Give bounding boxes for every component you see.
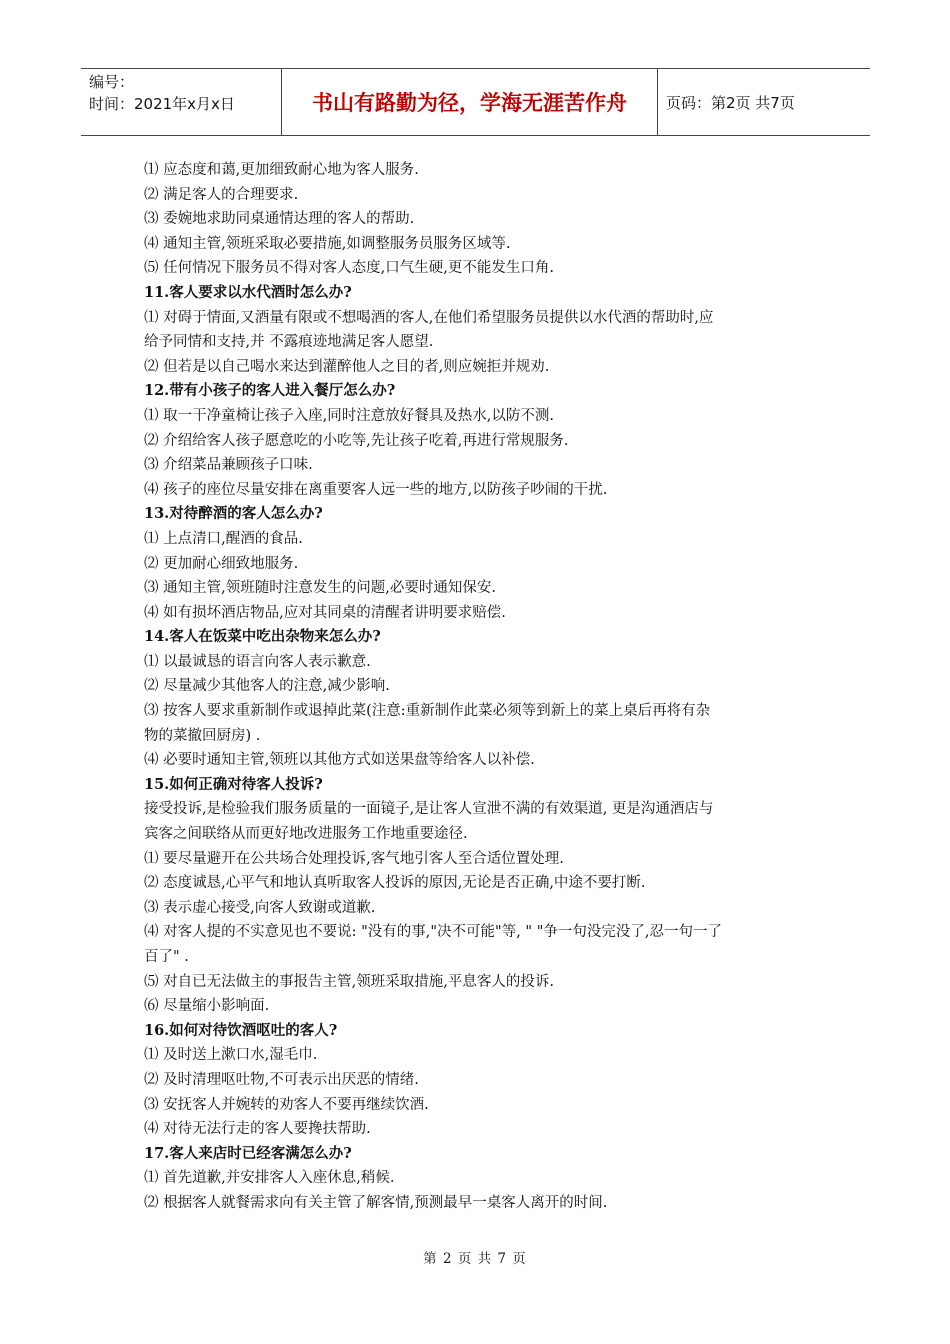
- paragraph-line: ⑷ 必要时通知主管,领班以其他方式如送果盘等给客人以补偿.: [144, 752, 535, 769]
- paragraph-line: ⑴ 及时送上漱口水,湿毛巾.: [144, 1047, 318, 1064]
- paragraph-line: ⑵ 根据客人就餐需求向有关主管了解客情,预测最早一桌客人离开的时间.: [144, 1194, 608, 1211]
- paragraph-line: ⑶ 表示虚心接受,向客人致谢或道歉.: [144, 899, 376, 916]
- paragraph-line: ⑶ 按客人要求重新制作或退掉此菜(注意:重新制作此菜必须等到新上的菜上桌后再将有杂: [144, 703, 711, 720]
- paragraph-line: ⑷ 对待无法行走的客人要搀扶帮助.: [144, 1121, 371, 1138]
- header-page-label: 页码：第2页 共7页: [666, 93, 795, 112]
- section-heading: 16.如何对待饮酒呕吐的客人?: [144, 1021, 338, 1039]
- paragraph-line: ⑴ 要尽量避开在公共场合处理投诉,客气地引客人至合适位置处理.: [144, 850, 564, 867]
- paragraph-line: ⑷ 通知主管,领班采取必要措施,如调整服务员服务区域等.: [144, 235, 511, 252]
- page-footer: 第 2 页 共 7 页: [423, 1251, 527, 1267]
- paragraph-line: ⑶ 通知主管,领班随时注意发生的问题,必要时通知保安.: [144, 580, 496, 597]
- paragraph-line: 宾客之间联络从而更好地改进服务工作地重要途径.: [144, 826, 468, 843]
- section-heading: 12.带有小孩子的客人进入餐厅怎么办?: [144, 382, 396, 400]
- paragraph-line: ⑶ 介绍菜品兼顾孩子口味.: [144, 457, 313, 474]
- paragraph-line: ⑷ 对客人提的不实意见也不要说: "没有的事,"决不可能"等, " "争一句没完没了,忍一句一了: [144, 924, 722, 941]
- paragraph-line: ⑵ 但若是以自己喝水来达到灌醉他人之目的者,则应婉拒并规劝.: [144, 358, 550, 375]
- paragraph-line: ⑹ 尽量缩小影响面.: [144, 998, 270, 1015]
- page-header: [81, 68, 870, 136]
- paragraph-line: ⑴ 首先道歉,并安排客人入座休息,稍候.: [144, 1170, 395, 1187]
- paragraph-line: ⑷ 如有损坏酒店物品,应对其同桌的清醒者讲明要求赔偿.: [144, 604, 506, 621]
- paragraph-line: ⑵ 更加耐心细致地服务.: [144, 555, 299, 572]
- section-heading: 11.客人要求以水代酒时怎么办?: [144, 283, 352, 301]
- paragraph-line: 接受投诉,是检验我们服务质量的一面镜子,是让客人宣泄不满的有效渠道, 更是沟通酒店与: [144, 801, 714, 818]
- paragraph-line: ⑴ 上点清口,醒酒的食品.: [144, 530, 303, 547]
- paragraph-line: ⑵ 尽量减少其他客人的注意,减少影响.: [144, 678, 390, 695]
- paragraph-line: ⑸ 任何情况下服务员不得对客人态度,口气生硬,更不能发生口角.: [144, 260, 554, 277]
- document-body: [144, 158, 824, 1216]
- paragraph-line: ⑴ 对碍于情面,又酒量有限或不想喝酒的客人,在他们希望服务员提供以水代酒的帮助时,应: [144, 309, 714, 326]
- section-heading: 14.客人在饭菜中吃出杂物来怎么办?: [144, 628, 381, 646]
- header-number-label: 编号：: [89, 73, 135, 91]
- section-heading: 13.对待醉酒的客人怎么办?: [144, 505, 323, 523]
- paragraph-line: 给予同情和支持,并 不露痕迹地满足客人愿望.: [144, 334, 434, 351]
- paragraph-line: ⑴ 取一干净童椅让孩子入座,同时注意放好餐具及热水,以防不测.: [144, 407, 554, 424]
- section-heading: 17.客人来店时已经客满怎么办?: [144, 1144, 352, 1162]
- paragraph-line: ⑵ 态度诚恳,心平气和地认真听取客人投诉的原因,无论是否正确,中途不要打断.: [144, 875, 646, 892]
- paragraph-line: ⑴ 应态度和蔼,更加细致耐心地为客人服务.: [144, 162, 419, 178]
- paragraph-line: ⑶ 安抚客人并婉转的劝客人不要再继续饮酒.: [144, 1096, 429, 1113]
- header-time-label: 时间：2021年x月x日: [89, 95, 235, 113]
- paragraph-line: ⑷ 孩子的座位尽量安排在离重要客人远一些的地方,以防孩子吵闹的干扰.: [144, 481, 608, 498]
- header-meta: [81, 69, 282, 135]
- paragraph-line: ⑸ 对自已无法做主的事报告主管,领班采取措施,平息客人的投诉.: [144, 973, 554, 990]
- header-motto: 书山有路勤为径，学海无涯苦作舟: [282, 69, 658, 135]
- paragraph-line: 百了" .: [144, 949, 189, 965]
- paragraph-line: ⑶ 委婉地求助同桌通情达理的客人的帮助.: [144, 211, 415, 228]
- paragraph-line: ⑵ 介绍给客人孩子愿意吃的小吃等,先让孩子吃着,再进行常规服务.: [144, 432, 569, 449]
- paragraph-line: 物的菜撤回厨房) .: [144, 727, 261, 744]
- paragraph-line: ⑵ 满足客人的合理要求.: [144, 186, 299, 203]
- section-heading: 15.如何正确对待客人投诉?: [144, 775, 323, 793]
- paragraph-line: ⑵ 及时清理呕吐物,不可表示出厌恶的情绪.: [144, 1071, 419, 1088]
- paragraph-line: ⑴ 以最诚恳的语言向客人表示歉意.: [144, 653, 371, 670]
